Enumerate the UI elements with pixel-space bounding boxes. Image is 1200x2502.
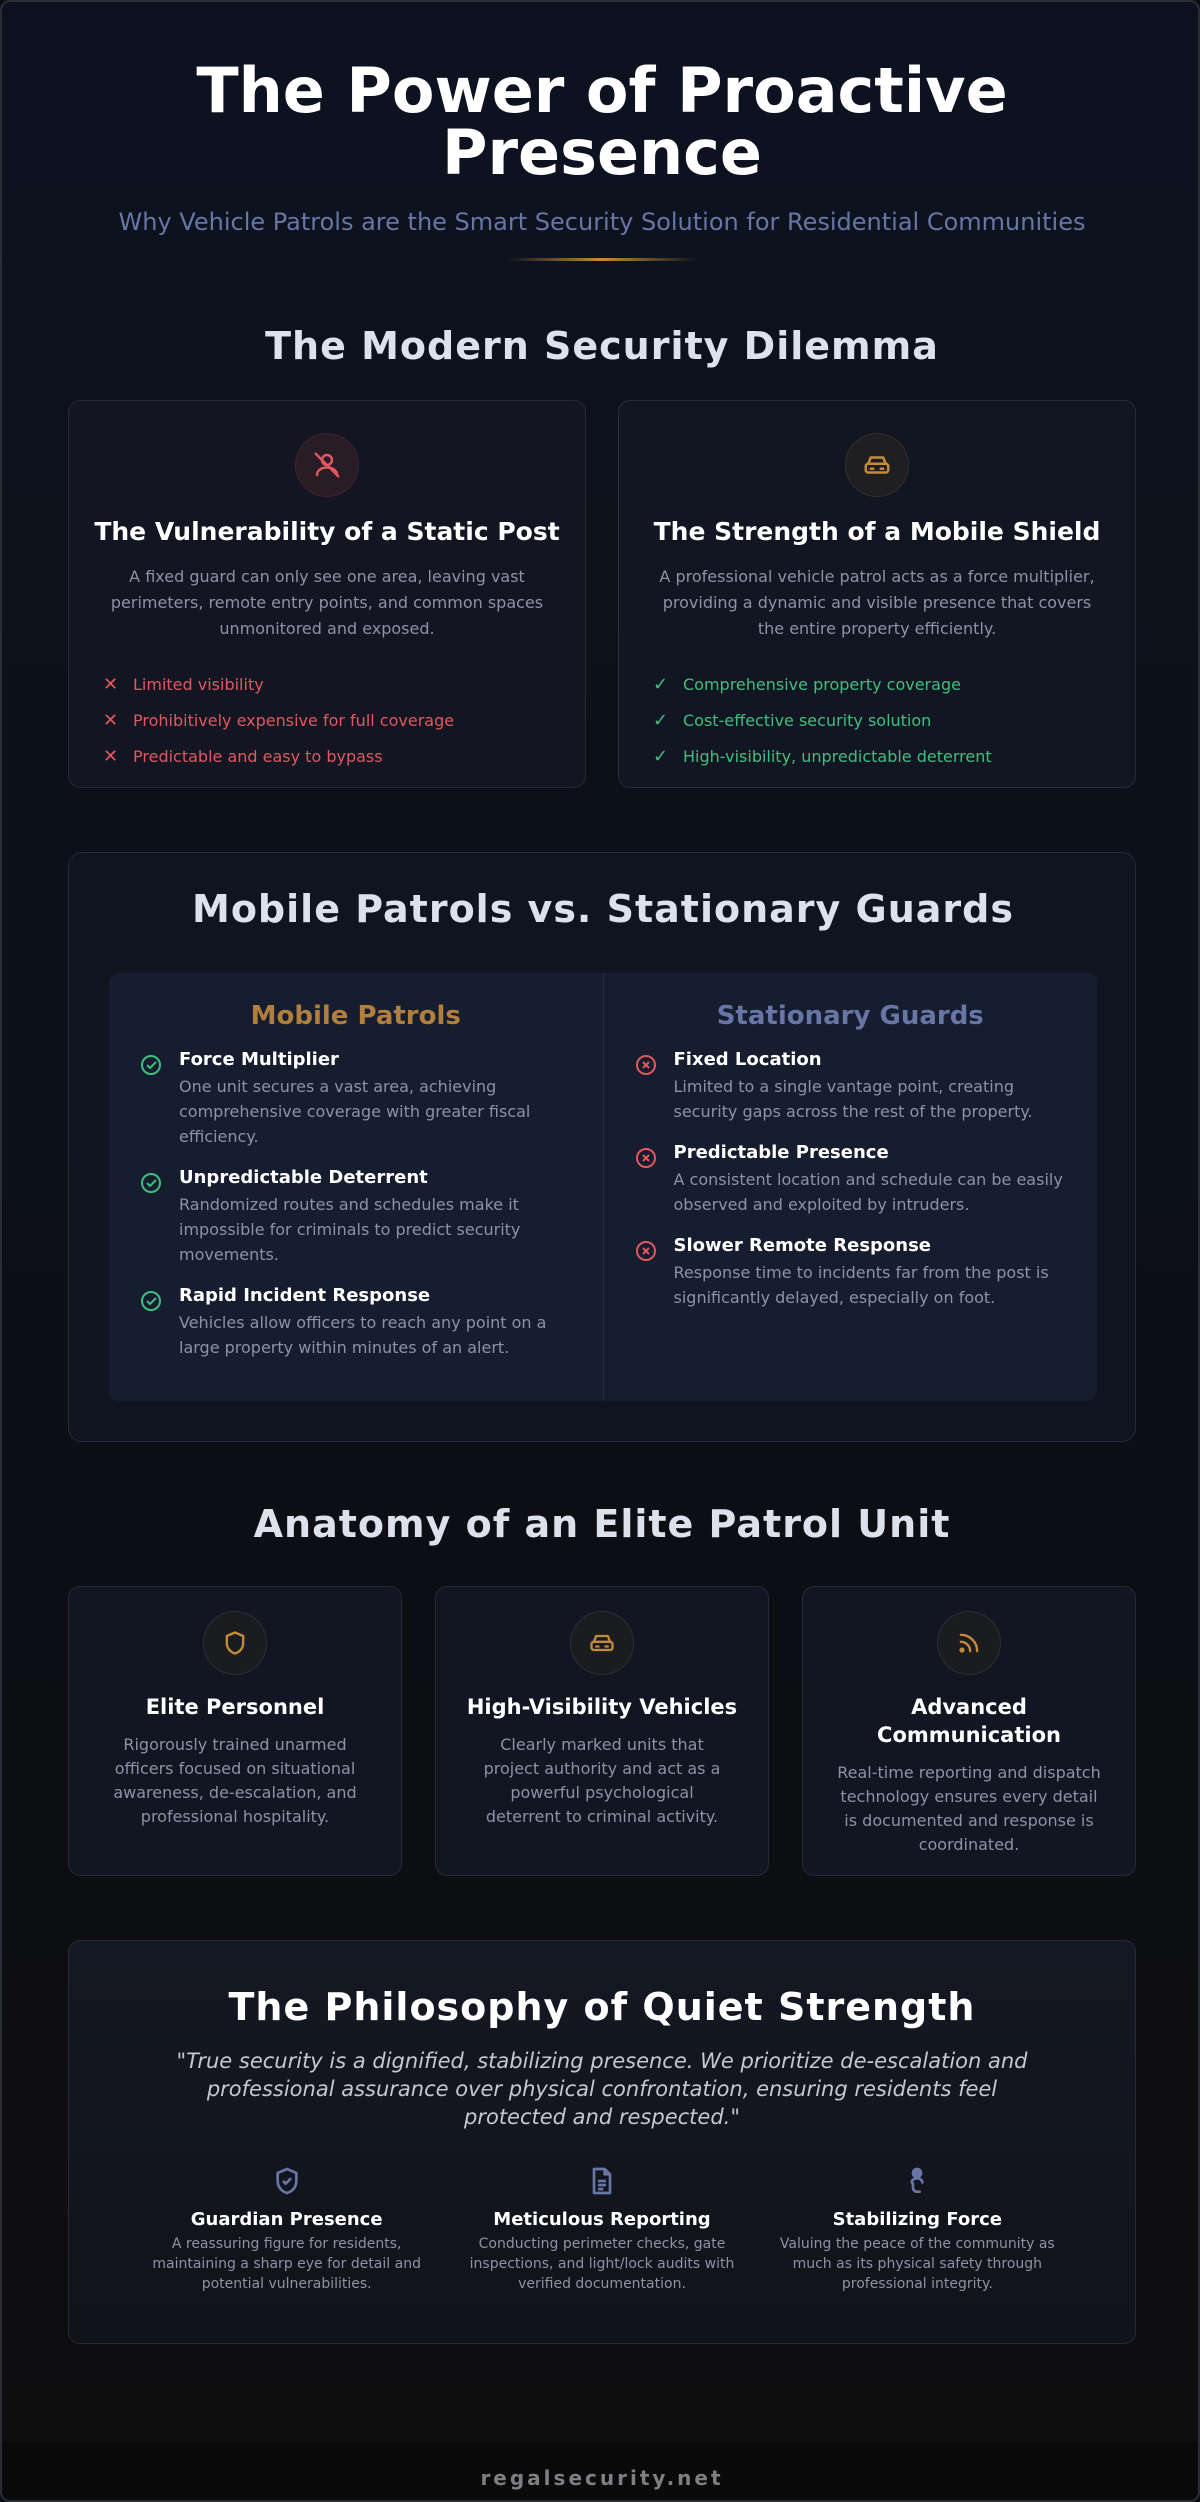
anatomy-card-vehicles: High-Visibility Vehicles Clearly marked units that project authority and act as a powerful psychological deterrent to criminal activity. [435,1586,769,1876]
headset-icon [760,2161,1075,2201]
x-icon: ✕ [103,709,119,731]
list-item: ✓ Cost-effective security solution [653,709,932,731]
footer-site-link[interactable]: regalsecurity.net [480,2466,724,2490]
philosophy-quote: "True security is a dignified, stabilizing presence. We prioritize de-escalation and professional assurance over physical confrontation, ensuring residents feel protected and respected." [176,2049,1028,2129]
anatomy-card-communication: Advanced Communication Real-time reporting and dispatch technology ensures every detail is documented and response is coordinated. [802,1586,1136,1876]
list-item: Predictable Presence A consistent location and schedule can be easily observed and exploited by intruders. [634,1142,1068,1217]
shield-icon [203,1611,267,1675]
static-post-title: The Vulnerability of a Static Post [94,517,560,546]
static-post-list [103,666,585,774]
x-circle-icon [634,1142,674,1217]
vehicle-icon [845,433,909,497]
anatomy-title: Anatomy of an Elite Patrol Unit [253,1502,951,1546]
anatomy-card-personnel: Elite Personnel Rigorously trained unarmed officers focused on situational awareness, de-escalation, and professional hospitality. [68,1586,402,1876]
document-icon [444,2161,759,2201]
list-item: ✓ High-visibility, unpredictable deterrent [653,745,992,767]
list-item: Slower Remote Response Response time to incidents far from the post is significantly delayed, especially on foot. [634,1235,1068,1310]
page-title: The Power of Proactive Presence [196,54,1008,189]
philosophy-pillars [129,2161,1075,2294]
check-circle-icon [139,1167,179,1267]
mobile-shield-desc: A professional vehicle patrol acts as a force multiplier, providing a dynamic and visible presence that covers the entire property efficiently. [659,567,1095,638]
stationary-column-head: Stationary Guards [716,1001,984,1031]
check-icon: ✓ [653,673,669,695]
mobile-column-head: Mobile Patrols [250,1001,461,1031]
stationary-column [604,973,1098,1401]
static-post-desc: A fixed guard can only see one area, leaving vast perimeters, remote entry points, and common spaces unmonitored and exposed. [110,567,544,638]
shield-check-icon [129,2161,444,2201]
list-item: Force Multiplier One unit secures a vast area, achieving comprehensive coverage with greater fiscal efficiency. [139,1049,573,1149]
list-item: Unpredictable Deterrent Randomized routes and schedules make it impossible for criminals to predict security movements. [139,1167,573,1267]
header [2,54,1200,261]
check-circle-icon [139,1285,179,1360]
list-item: Fixed Location Limited to a single vantage point, creating security gaps across the rest of the property. [634,1049,1068,1124]
pillar-guardian: Guardian Presence A reassuring figure for residents, maintaining a sharp eye for detail and potential vulnerabilities. [129,2161,444,2294]
user-slash-icon [295,433,359,497]
list-item: ✕ Predictable and easy to bypass [103,745,383,767]
mobile-shield-list [653,666,1135,774]
mobile-shield-title: The Strength of a Mobile Shield [653,517,1101,546]
pillar-reporting: Meticulous Reporting Conducting perimeter checks, gate inspections, and light/lock audits with verified documentation. [444,2161,759,2294]
pillar-stabilizing: Stabilizing Force Valuing the peace of the community as much as its physical safety through professional integrity. [760,2161,1075,2294]
comparison-card [68,852,1136,1442]
rss-icon [937,1611,1001,1675]
vehicle-icon [570,1611,634,1675]
list-item: ✕ Prohibitively expensive for full coverage [103,709,455,731]
check-icon: ✓ [653,709,669,731]
comparison-title: Mobile Patrols vs. Stationary Guards [192,887,1014,931]
x-icon: ✕ [103,673,119,695]
page-subtitle: Why Vehicle Patrols are the Smart Security Solution for Residential Communities [118,208,1086,236]
list-item: ✓ Comprehensive property coverage [653,673,961,695]
x-circle-icon [634,1049,674,1124]
static-post-card [68,400,586,788]
check-circle-icon [139,1049,179,1149]
x-circle-icon [634,1235,674,1310]
mobile-shield-card [618,400,1136,788]
mobile-column [109,973,604,1401]
dilemma-title: The Modern Security Dilemma [265,324,939,368]
footer [2,2442,1200,2502]
philosophy-card [68,1940,1136,2344]
list-item: ✕ Limited visibility [103,673,264,695]
x-icon: ✕ [103,745,119,767]
comparison-table [109,973,1097,1401]
check-icon: ✓ [653,745,669,767]
philosophy-title: The Philosophy of Quiet Strength [228,1985,976,2029]
list-item: Rapid Incident Response Vehicles allow officers to reach any point on a large property within minutes of an alert. [139,1285,573,1360]
title-divider [507,258,697,261]
